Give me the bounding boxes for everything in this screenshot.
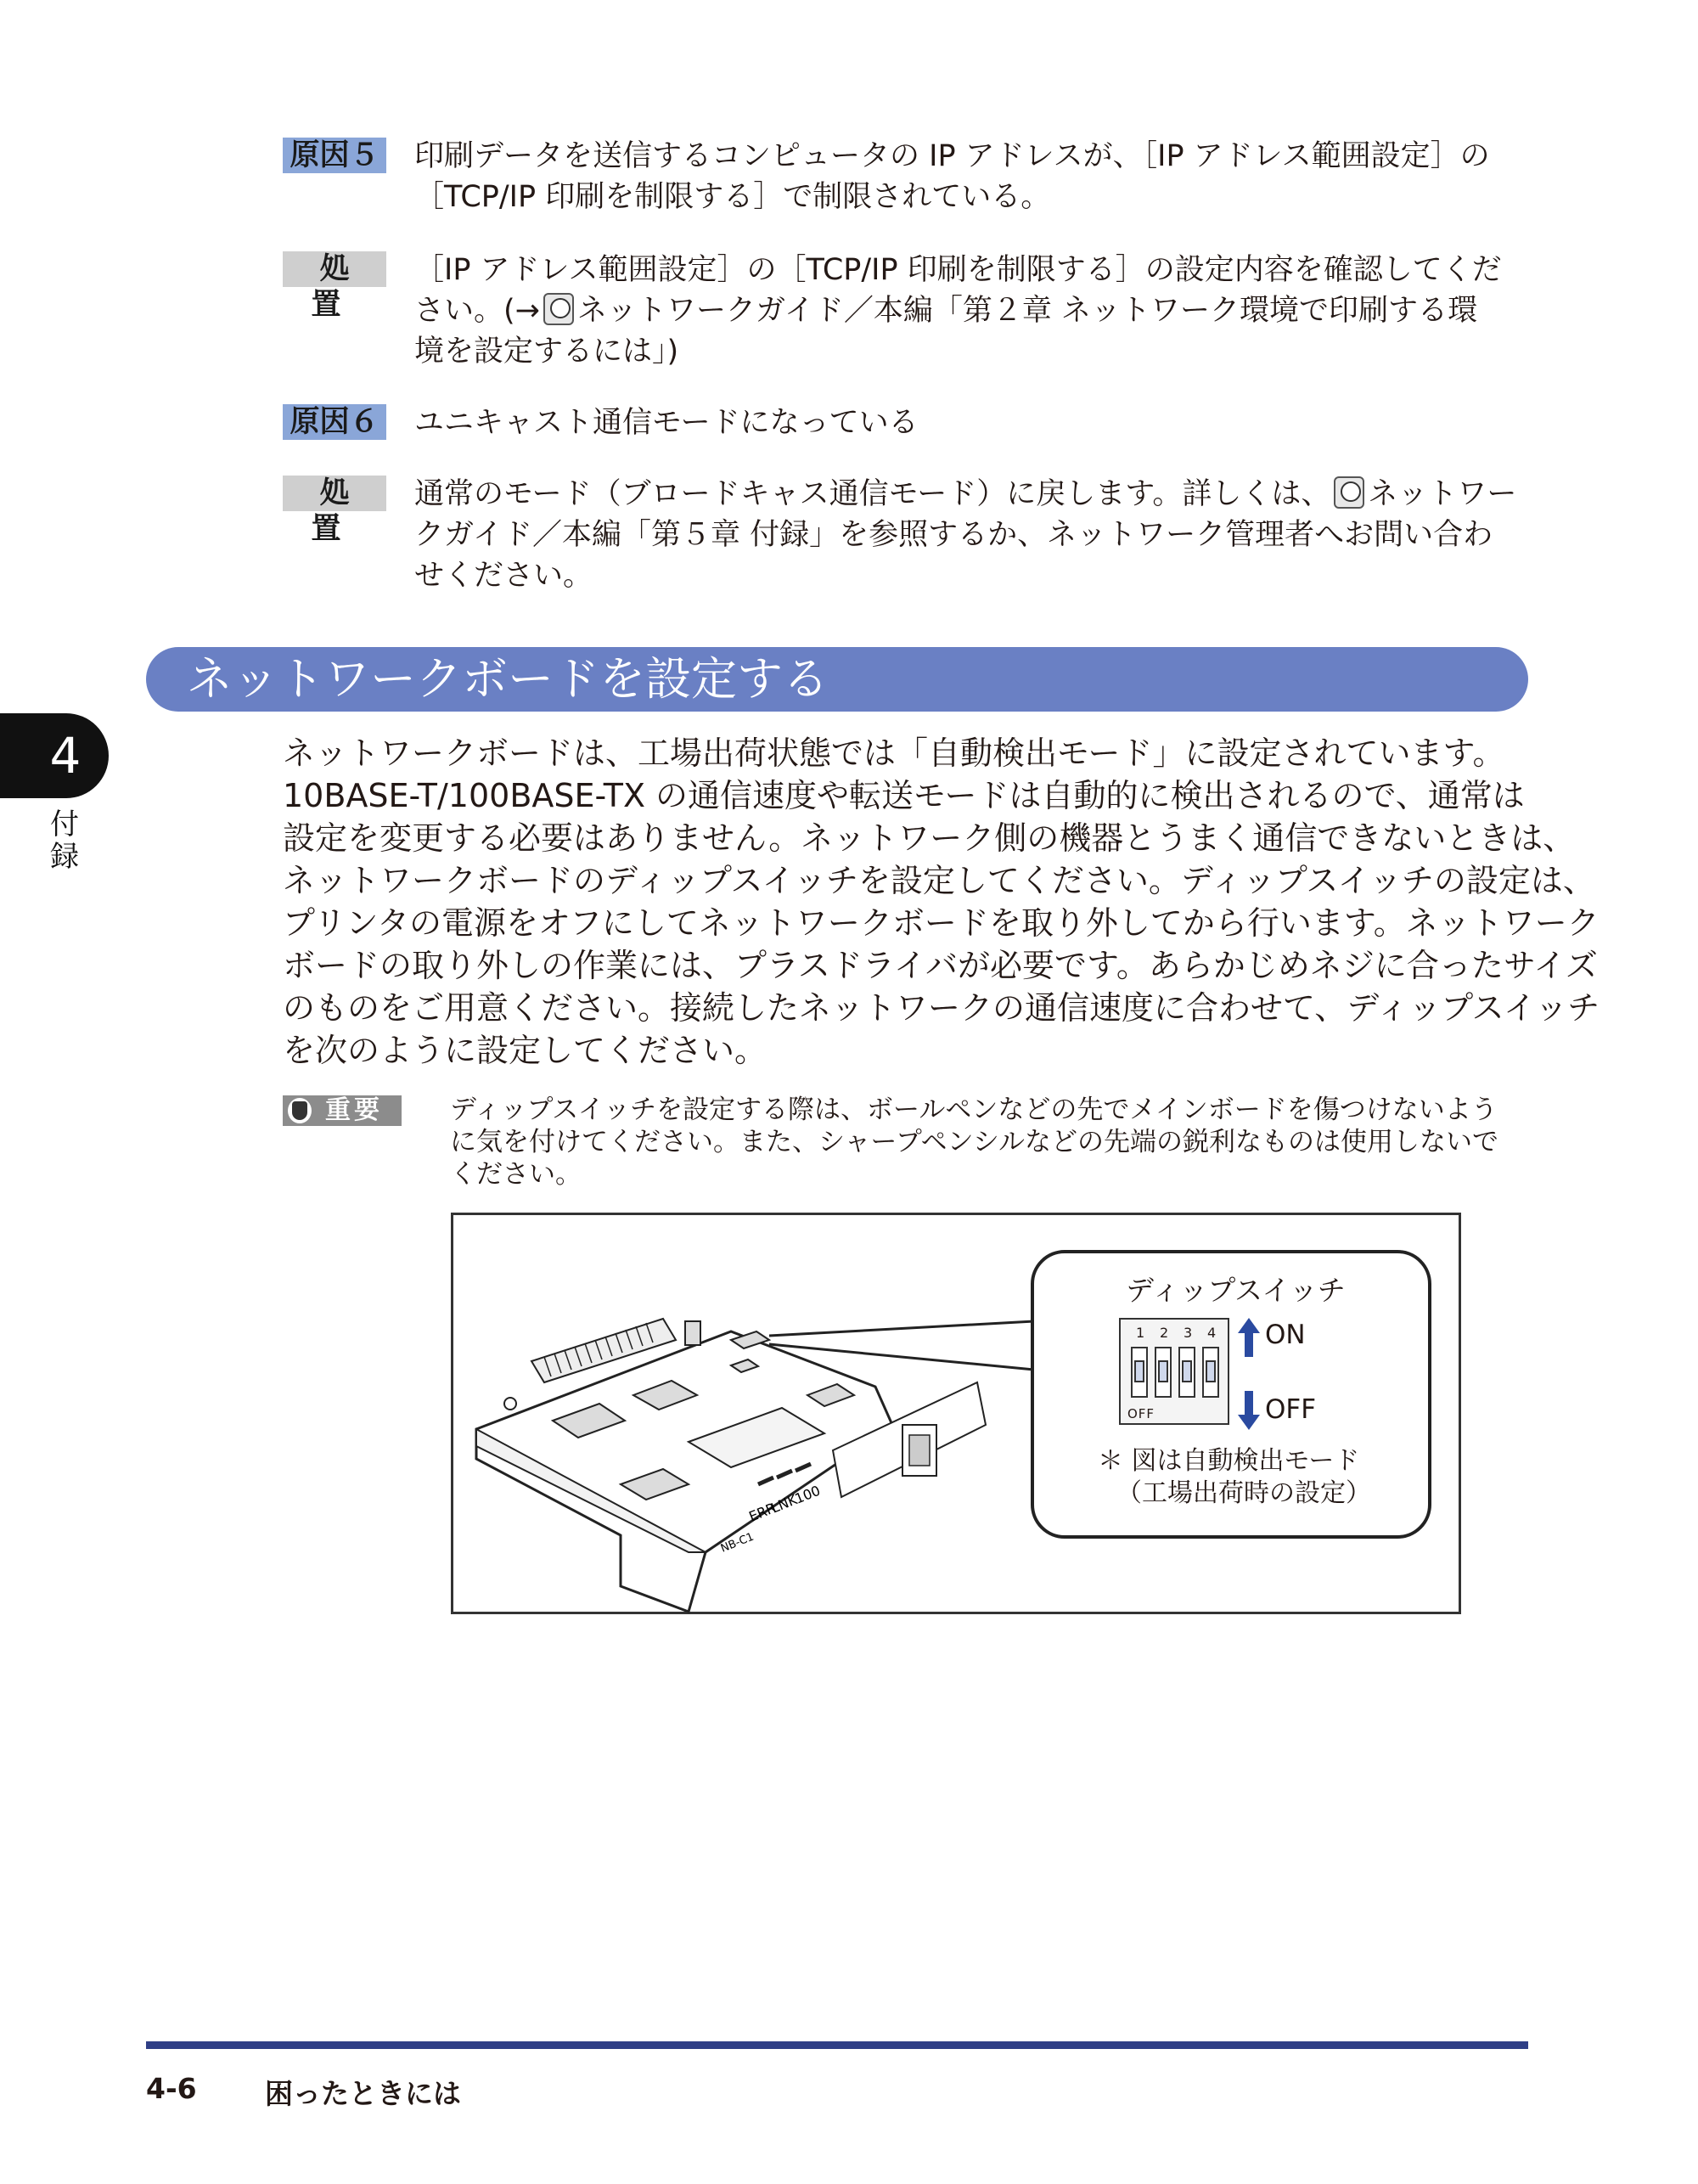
- paragraph-line: を次のように設定してください。: [283, 1032, 767, 1069]
- paragraph-line: ボードの取り外しの作業には、プラスドライバが必要です。あらかじめネジに合ったサイズ: [283, 947, 1598, 984]
- switch-number: 2: [1160, 1325, 1169, 1341]
- callout-note-line: （工場出荷時の設定）: [1116, 1478, 1371, 1508]
- note-line: ディップスイッチを設定する際は、ボールペンなどの先でメインボードを傷つけないよう: [450, 1095, 1498, 1125]
- paragraph-line: 設定を変更する必要はありません。ネットワーク側の機器とうまく通信できないときは、: [283, 819, 1576, 857]
- page-number: 4-6: [146, 2072, 197, 2105]
- remedy-line: [414, 474, 1516, 515]
- remedy-tag: 処置: [283, 251, 386, 287]
- cause-5-line: 印刷データを送信するコンピュータの IP アドレスが、［IP アドレス範囲設定］の: [414, 139, 1490, 173]
- note-line: に気を付けてください。また、シャープペンシルなどの先端の鋭利なものは使用しないで: [450, 1127, 1499, 1157]
- remedy-line-part: ネットワークガイド／本編「第２章 ネットワーク環境で印刷する環: [576, 294, 1478, 328]
- remedy-text: [414, 474, 1516, 596]
- cause-6-text: [414, 402, 919, 443]
- remedy-line: せください。: [414, 559, 593, 593]
- cd-rom-icon: [1334, 476, 1364, 509]
- important-badge: [283, 1095, 402, 1126]
- remedy-line: [414, 290, 1502, 331]
- dip-switch-lever: [1202, 1347, 1219, 1398]
- remedy-tag: 処置: [283, 476, 386, 511]
- paragraph-line: プリンタの電源をオフにしてネットワークボードを取り外してから行います。ネットワーク: [283, 904, 1600, 942]
- switch-number: 1: [1136, 1325, 1145, 1341]
- important-label: 重要: [325, 1095, 383, 1125]
- section-title: ネットワークボードを設定する: [187, 652, 829, 706]
- board-label-err: ERR: [746, 1499, 779, 1525]
- cause-5-tag: 原因５: [283, 138, 386, 173]
- intro-paragraph: [283, 732, 1600, 1072]
- paragraph-line: ネットワークボードは、工場出荷状態では「自動検出モード」に設定されています。: [283, 735, 1505, 772]
- dip-switch-lever: [1155, 1347, 1172, 1398]
- chapter-number: 4: [49, 727, 82, 785]
- callout-note-line: ＊ 図は自動検出モード: [1098, 1446, 1360, 1476]
- cause-6-line: ユニキャスト通信モードになっている: [414, 406, 919, 440]
- cause-5-line: ［TCP/IP 印刷を制限する］で制限されている。: [414, 180, 1051, 214]
- paragraph-line: ネットワークボードのディップスイッチを設定してください。ディップスイッチの設定は、: [283, 862, 1595, 899]
- paragraph-line: 10BASE-T/100BASE-TX の通信速度や転送モードは自動的に検出されるので、通常は: [283, 777, 1525, 814]
- important-note: [450, 1094, 1498, 1191]
- paragraph-line: のものをご用意ください。接続したネットワークの通信速度に合わせて、ディップスイッチ: [283, 989, 1600, 1027]
- remedy-text: [414, 250, 1502, 372]
- stop-hand-icon: [288, 1098, 312, 1123]
- remedy-line-part: さい。(→: [414, 294, 540, 328]
- chapter-tab: [0, 713, 109, 798]
- cd-rom-icon: [543, 293, 574, 325]
- off-label: OFF: [1265, 1394, 1317, 1425]
- dip-switch-lever: [1131, 1347, 1148, 1398]
- board-label-speed: 100: [792, 1482, 823, 1507]
- remedy-line: ［IP アドレス範囲設定］の［TCP/IP 印刷を制限する］の設定内容を確認してくだ: [414, 253, 1502, 287]
- cause-6-tag: 原因６: [283, 404, 386, 440]
- callout-note: [1098, 1445, 1371, 1510]
- section-heading-bar: [146, 647, 1528, 712]
- remedy-line: クガイド／本編「第５章 付録」を参照するか、ネットワーク管理者へお問い合わ: [414, 518, 1493, 552]
- footer-title: 困ったときには: [265, 2077, 461, 2110]
- board-label-lnk: LNK: [768, 1491, 800, 1517]
- dip-switch-callout: [1031, 1250, 1431, 1539]
- footer-rule: [146, 2041, 1528, 2049]
- up-arrow-icon: [1238, 1318, 1260, 1357]
- switch-off-label: OFF: [1127, 1406, 1155, 1421]
- switch-number: 4: [1207, 1325, 1217, 1341]
- down-arrow-icon: [1238, 1391, 1260, 1430]
- cause-5-text: [414, 136, 1490, 217]
- dip-switch-lever: [1178, 1347, 1195, 1398]
- remedy-line-part: 通常のモード（ブロードキャス通信モード）に戻します。詳しくは、: [414, 477, 1331, 511]
- dip-switch-block: [1119, 1318, 1229, 1425]
- chapter-label: 付録: [50, 808, 79, 874]
- on-label: ON: [1265, 1320, 1306, 1350]
- board-label-model: NB-C1: [718, 1530, 756, 1556]
- remedy-line-part: ネットワー: [1368, 477, 1517, 511]
- note-line: ください。: [450, 1159, 582, 1190]
- switch-number: 3: [1184, 1325, 1193, 1341]
- remedy-line: 境を設定するには」): [414, 335, 679, 369]
- callout-title: ディップスイッチ: [1126, 1274, 1346, 1307]
